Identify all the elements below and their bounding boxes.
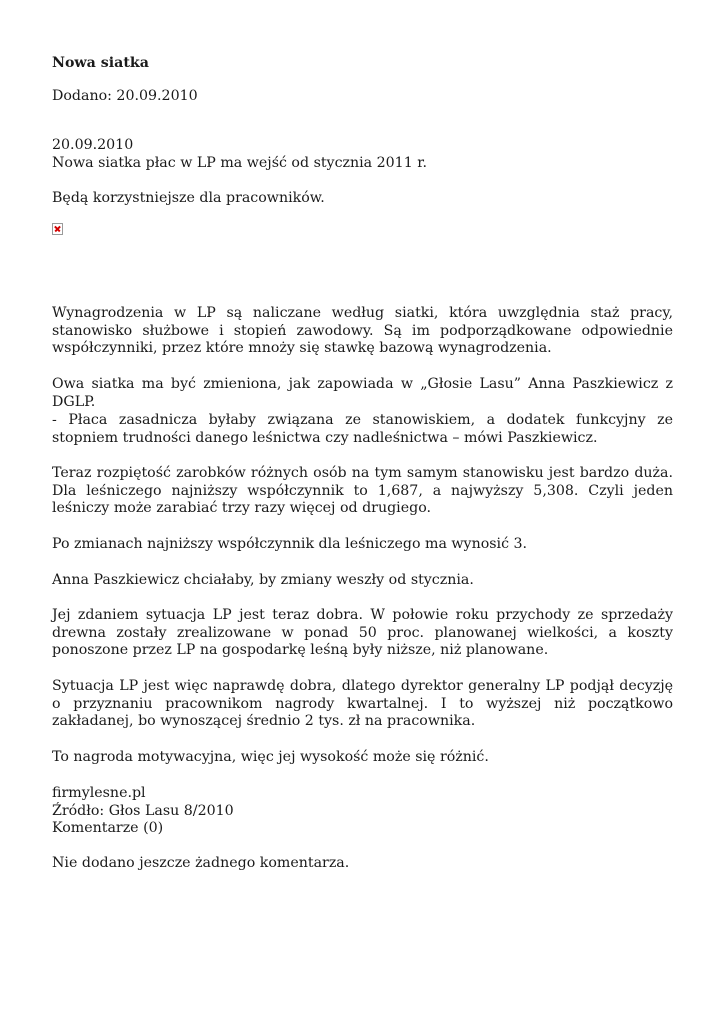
comments-empty: Nie dodano jeszcze żadnego komentarza. <box>52 855 350 871</box>
broken-image-icon <box>52 223 63 235</box>
article-date-lead <box>52 137 673 172</box>
added-date: Dodano: 20.09.2010 <box>52 88 198 104</box>
article-date: 20.09.2010 <box>52 137 134 153</box>
paragraph-2: Owa siatka ma być zmieniona, jak zapowiada w „Głosie Lasu” Anna Paszkiewicz z DGLP. <box>52 376 673 410</box>
paragraph-9: To nagroda motywacyjna, więc jej wysokość może się różnić. <box>52 749 489 765</box>
paragraph-1: Wynagrodzenia w LP są naliczane według siatki, która uwzględnia staż pracy, stanowisko służbowe i stopień zawodowy. Są im podporządkowane odpowiednie współczynniki, przez które mnoży się stawkę bazową wynagrodzenia. <box>52 305 673 356</box>
article-lead: Nowa siatka płac w LP ma wejść od stycznia 2011 r. <box>52 154 427 171</box>
article-title: Nowa siatka <box>52 55 149 71</box>
paragraph-6: Anna Paszkiewicz chciałaby, by zmiany weszły od stycznia. <box>52 572 474 588</box>
comments-header: Komentarze (0) <box>52 820 164 836</box>
source: Źródło: Głos Lasu 8/2010 <box>52 802 234 819</box>
paragraph-7: Jej zdaniem sytuacja LP jest teraz dobra. W połowie roku przychody ze sprzedaży drewna zostały zrealizowane w ponad 50 proc. planowanej wielkości, a koszty ponoszone przez LP na gospodarkę leśną były niższe, niż planowane. <box>52 607 673 658</box>
paragraph-8: Sytuacja LP jest więc naprawdę dobra, dlatego dyrektor generalny LP podjął decyzję o przyznaniu pracownikom nagrody kwartalnej. I to wyższej niż początkowo zakładanej, bo wynoszącej średnio 2 tys. zł na pracownika. <box>52 678 673 729</box>
paragraph-3: - Płaca zasadnicza byłaby związana ze stanowiskiem, a dodatek funkcyjny ze stopniem trudności danego leśnictwa czy nadleśnictwa – mówi Paszkiewicz. <box>52 412 673 446</box>
source-block <box>52 785 673 838</box>
article-subtitle: Będą korzystniejsze dla pracowników. <box>52 190 325 206</box>
paragraph-4: Teraz rozpiętość zarobków różnych osób na tym samym stanowisku jest bardzo duża. Dla leśniczego najniższy współczynnik to 1,687, a najwyższy 5,308. Czyli jeden leśniczy może zarabiać trzy razy więcej od drugiego. <box>52 465 673 516</box>
paragraph-5: Po zmianach najniższy współczynnik dla leśniczego ma wynosić 3. <box>52 536 528 552</box>
source-site: firmylesne.pl <box>52 785 146 801</box>
